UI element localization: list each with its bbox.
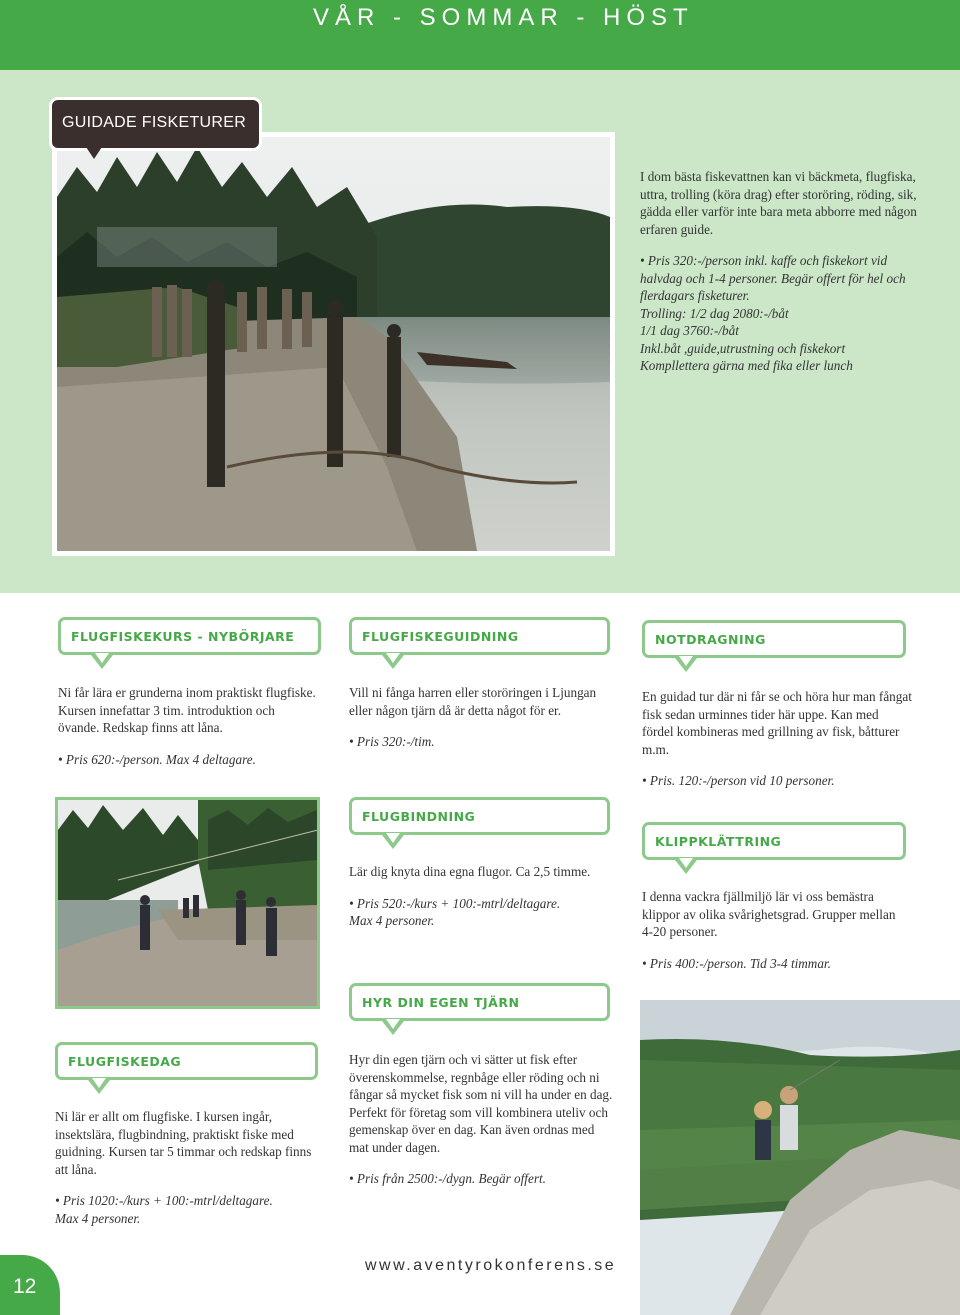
flugfiskedag-price: • Pris 1020:-/kurs + 100:-mtrl/deltagare. Max 4 personer.: [55, 1193, 273, 1226]
flugfiskekurs-text: Ni får lära er grunderna inom praktiskt flugfiske. Kursen innefattar 3 tim. introduktion och övande. Redskap finns att låna.: [58, 685, 316, 735]
flugbindning-body: [349, 863, 619, 944]
flugbindning-price: • Pris 520:-/kurs + 100:-mtrl/deltagare. Max 4 personer.: [349, 895, 561, 928]
guided-price-line: • Pris 320:-/person inkl. kaffe och fiskekort vid halvdag och 1-4 personer. Begär offert för hel och flerdagars fisketurer.: [640, 253, 906, 303]
net-fishing-photo: [57, 137, 610, 551]
klippklattring-title: KLIPPKLÄTTRING: [655, 834, 782, 849]
flugfiskekurs-body: [58, 684, 318, 782]
flugbindning-text: Lär dig knyta dina egna flugor. Ca 2,5 timme.: [349, 864, 591, 879]
website-url[interactable]: www.aventyrokonferens.se: [365, 1257, 617, 1274]
guided-price-block: [640, 252, 920, 375]
tag-tail-inner: [95, 653, 109, 663]
guided-intro-text: I dom bästa fiskevattnen kan vi bäckmeta, flugfiska, uttra, trolling (köra drag) efter storöring, röding, sik, gädda eller varför inte bara meta abborre med någon erfaren guide.: [640, 169, 917, 237]
flyfishing-group-photo: [58, 800, 317, 1006]
tag-tail-inner: [386, 1019, 400, 1029]
notdragning-tag: [642, 620, 906, 658]
flugfiskeguidning-price: • Pris 320:-/tim.: [349, 734, 435, 749]
page-number-badge: [0, 1255, 60, 1315]
flugfiskedag-text: Ni lär er allt om flugfiske. I kursen ingår, insektslära, flugbindning, praktiskt fiske med guidning. Kursen tar 5 timmar och redskap finns att låna.: [55, 1109, 312, 1177]
hyr-tjarn-text: Hyr din egen tjärn och vi sätter ut fisk efter överenskommelse, regnbåge eller röding och ni fångar så mycket fisk som ni vill ha under en dag. Perfekt för företag som vill kombinera uteliv och gemenskap över en dag. Kan även ordnas med mat under dagen.: [349, 1052, 613, 1155]
hyr-tjarn-price: • Pris från 2500:-/dygn. Begär offert.: [349, 1171, 546, 1186]
tag-tail-inner: [679, 858, 693, 868]
tag-tail-inner: [92, 1078, 106, 1088]
notdragning-price: • Pris. 120:-/person vid 10 personer.: [642, 773, 835, 788]
tag-tail-inner: [386, 833, 400, 843]
notdragning-body: [642, 688, 912, 804]
flugbindning-tag: [349, 797, 610, 835]
guided-intro: [640, 168, 920, 375]
klippklattring-body: [642, 888, 902, 986]
page-number: 12: [13, 1275, 37, 1298]
flugfiskedag-title: FLUGFISKEDAG: [68, 1054, 182, 1069]
header-bar: [0, 0, 960, 70]
flugfiskeguidning-title: FLUGFISKEGUIDNING: [362, 629, 519, 644]
guided-fishing-tag: [52, 100, 259, 148]
tag-pointer: [86, 147, 102, 159]
guided-price-line: 1/1 dag 3760:-/båt: [640, 323, 739, 338]
flugbindning-title: FLUGBINDNING: [362, 809, 476, 824]
page-title: VÅR - SOMMAR - HÖST: [313, 4, 694, 31]
flugfiskeguidning-tag: [349, 617, 610, 655]
hyr-tjarn-title: HYR DIN EGEN TJÄRN: [362, 995, 520, 1010]
guided-price-line: Trolling: 1/2 dag 2080:-/båt: [640, 305, 789, 321]
klippklattring-tag: [642, 822, 906, 860]
rock-climbing-photo: [640, 1000, 960, 1315]
hyr-tjarn-body: [349, 1051, 617, 1202]
flugfiskeguidning-body: [349, 684, 619, 765]
klippklattring-text: I denna vackra fjällmiljö lär vi oss bemästra klippor av olika svårighetsgrad. Grupper mellan 4-20 personer.: [642, 889, 896, 939]
tag-tail-inner: [386, 653, 400, 663]
flugfiskeguidning-text: Vill ni fånga harren eller storöringen i Ljungan eller någon tjärn då är detta något för er.: [349, 685, 597, 718]
flugfiskekurs-price: • Pris 620:-/person. Max 4 deltagare.: [58, 751, 256, 767]
hyr-tjarn-tag: [349, 983, 610, 1021]
flugfiskedag-tag: [55, 1042, 318, 1080]
guided-fishing-tag-label: GUIDADE FISKETURER: [62, 114, 247, 131]
notdragning-text: En guidad tur där ni får se och höra hur man fångat fisk sedan urminnes tider här uppe. Kan med fördel kombineras med grillning av fisk, båtturer m.m.: [642, 689, 912, 757]
notdragning-title: NOTDRAGNING: [655, 632, 766, 647]
klippklattring-price: • Pris 400:-/person. Tid 3-4 timmar.: [642, 955, 831, 971]
guided-price-line: Inkl.båt ,guide,utrustning och fiskekort: [640, 340, 846, 356]
guided-price-line: Kompllettera gärna med fika eller lunch: [640, 358, 853, 373]
flugfiskekurs-title: FLUGFISKEKURS - NYBÖRJARE: [71, 629, 295, 644]
flugfiskekurs-tag: [58, 617, 321, 655]
flugfiskedag-body: [55, 1108, 315, 1241]
tag-tail-inner: [679, 656, 693, 666]
